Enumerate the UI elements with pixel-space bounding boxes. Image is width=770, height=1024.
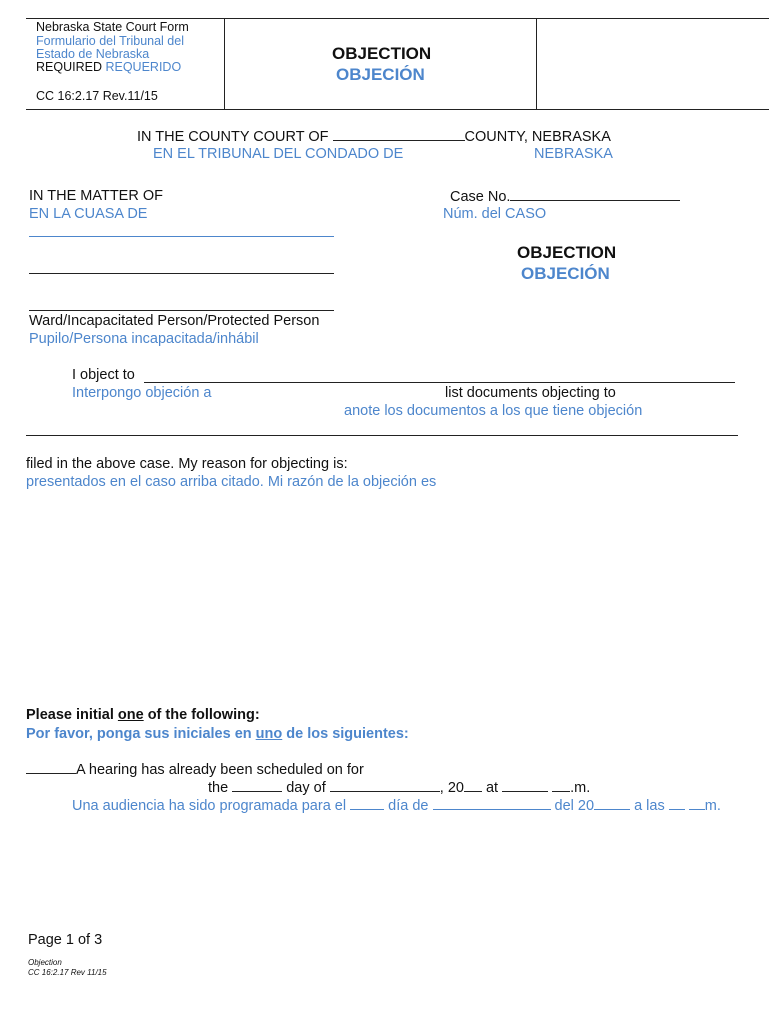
hearing-es-ampm-field[interactable] bbox=[689, 797, 705, 810]
reason-label-es: presentados en el caso arriba citado. Mi razón de la objeción es bbox=[26, 474, 437, 490]
hearing-month-field[interactable] bbox=[330, 779, 440, 792]
hearing-es-m: m. bbox=[704, 798, 721, 814]
object-to-label-es: Interpongo objeción a bbox=[72, 385, 212, 401]
hearing-es-month-field[interactable] bbox=[433, 797, 551, 810]
footer-form-name: Objection bbox=[28, 958, 62, 967]
reason-text-area[interactable] bbox=[26, 498, 738, 688]
initial-instruction-es bbox=[26, 726, 409, 742]
court-suffix: COUNTY, NEBRASKA bbox=[464, 129, 611, 145]
hearing-text: A hearing has already been scheduled on for bbox=[76, 762, 364, 778]
header-title-es: OBJECIÓN bbox=[336, 65, 425, 84]
hearing-time-field[interactable] bbox=[502, 779, 548, 792]
initial-en-emph: one bbox=[117, 707, 144, 723]
form-name-en: Nebraska State Court Form bbox=[36, 20, 189, 34]
court-line-en bbox=[137, 128, 611, 145]
object-to-field-2[interactable] bbox=[26, 435, 738, 436]
hearing-at: at bbox=[485, 780, 499, 796]
hearing-initial-field[interactable] bbox=[26, 761, 76, 774]
court-line-es-suffix: NEBRASKA bbox=[534, 146, 613, 162]
hearing-m: .m. bbox=[570, 780, 591, 796]
case-number-field[interactable] bbox=[510, 188, 680, 201]
initial-es-emph: uno bbox=[255, 726, 283, 742]
initial-en-before: Please initial bbox=[26, 707, 118, 723]
hearing-line-en bbox=[26, 761, 364, 778]
hearing-es-year-field[interactable] bbox=[594, 797, 630, 810]
hearing-line-es bbox=[72, 797, 721, 814]
hearing-ampm-field[interactable] bbox=[552, 779, 570, 792]
hearing-es-time-field[interactable] bbox=[669, 797, 685, 810]
object-to-hint-en: list documents objecting to bbox=[445, 385, 616, 401]
court-prefix: IN THE COUNTY COURT OF bbox=[137, 129, 329, 145]
matter-name-line-3[interactable] bbox=[29, 310, 334, 311]
case-label-en bbox=[450, 188, 680, 205]
object-to-field[interactable] bbox=[144, 382, 735, 383]
objection-title-es: OBJECIÓN bbox=[521, 264, 610, 283]
objection-title-en: OBJECTION bbox=[517, 243, 617, 262]
initial-en-after: of the following: bbox=[143, 707, 260, 723]
header-title-en: OBJECTION bbox=[332, 44, 432, 63]
object-to-hint-es: anote los documentos a los que tiene objeción bbox=[344, 403, 643, 419]
hearing-es-a-las: a las bbox=[634, 798, 665, 814]
hearing-day-of: day of bbox=[286, 780, 326, 796]
matter-name-line-1[interactable] bbox=[29, 236, 334, 237]
hearing-year-field[interactable] bbox=[464, 779, 482, 792]
matter-label-es: EN LA CUASA DE bbox=[29, 206, 148, 222]
object-to-label-en: I object to bbox=[72, 367, 135, 383]
page-number: Page 1 of 3 bbox=[28, 932, 103, 948]
hearing-date-line-en bbox=[208, 779, 590, 796]
header-divider bbox=[224, 19, 225, 109]
form-name-es: Formulario del Tribunal del bbox=[36, 34, 184, 48]
hearing-es-day-field[interactable] bbox=[350, 797, 384, 810]
ward-label-en: Ward/Incapacitated Person/Protected Person bbox=[29, 313, 320, 329]
hearing-es-prefix: Una audiencia ha sido programada para el bbox=[72, 798, 347, 814]
reason-label-en: filed in the above case. My reason for objecting is: bbox=[26, 456, 348, 472]
hearing-es-del-20: del 20 bbox=[554, 798, 595, 814]
required-en: REQUIRED bbox=[36, 60, 102, 74]
header-divider bbox=[536, 19, 537, 109]
court-line-es-prefix: EN EL TRIBUNAL DEL CONDADO DE bbox=[153, 146, 404, 162]
form-number: CC 16:2.17 Rev.11/15 bbox=[36, 89, 158, 103]
hearing-es-dia-de: día de bbox=[388, 798, 429, 814]
initial-es-before: Por favor, ponga sus iniciales en bbox=[26, 726, 256, 742]
county-blank[interactable] bbox=[333, 128, 465, 141]
initial-instruction-en bbox=[26, 707, 260, 723]
required-label bbox=[36, 61, 181, 74]
case-label: Case No. bbox=[450, 189, 511, 205]
hearing-the: the bbox=[208, 780, 229, 796]
hearing-day-field[interactable] bbox=[232, 779, 282, 792]
required-es: REQUERIDO bbox=[105, 60, 182, 74]
case-label-es: Núm. del CASO bbox=[443, 206, 547, 222]
ward-label-es: Pupilo/Persona incapacitada/inhábil bbox=[29, 331, 259, 347]
matter-name-line-2[interactable] bbox=[29, 273, 334, 274]
matter-label-en: IN THE MATTER OF bbox=[29, 188, 163, 204]
form-name-es-2: Estado de Nebraska bbox=[36, 47, 150, 61]
footer-form-number: CC 16:2.17 Rev 11/15 bbox=[28, 968, 107, 977]
hearing-year-prefix: , 20 bbox=[439, 780, 464, 796]
initial-es-after: de los siguientes: bbox=[282, 726, 409, 742]
